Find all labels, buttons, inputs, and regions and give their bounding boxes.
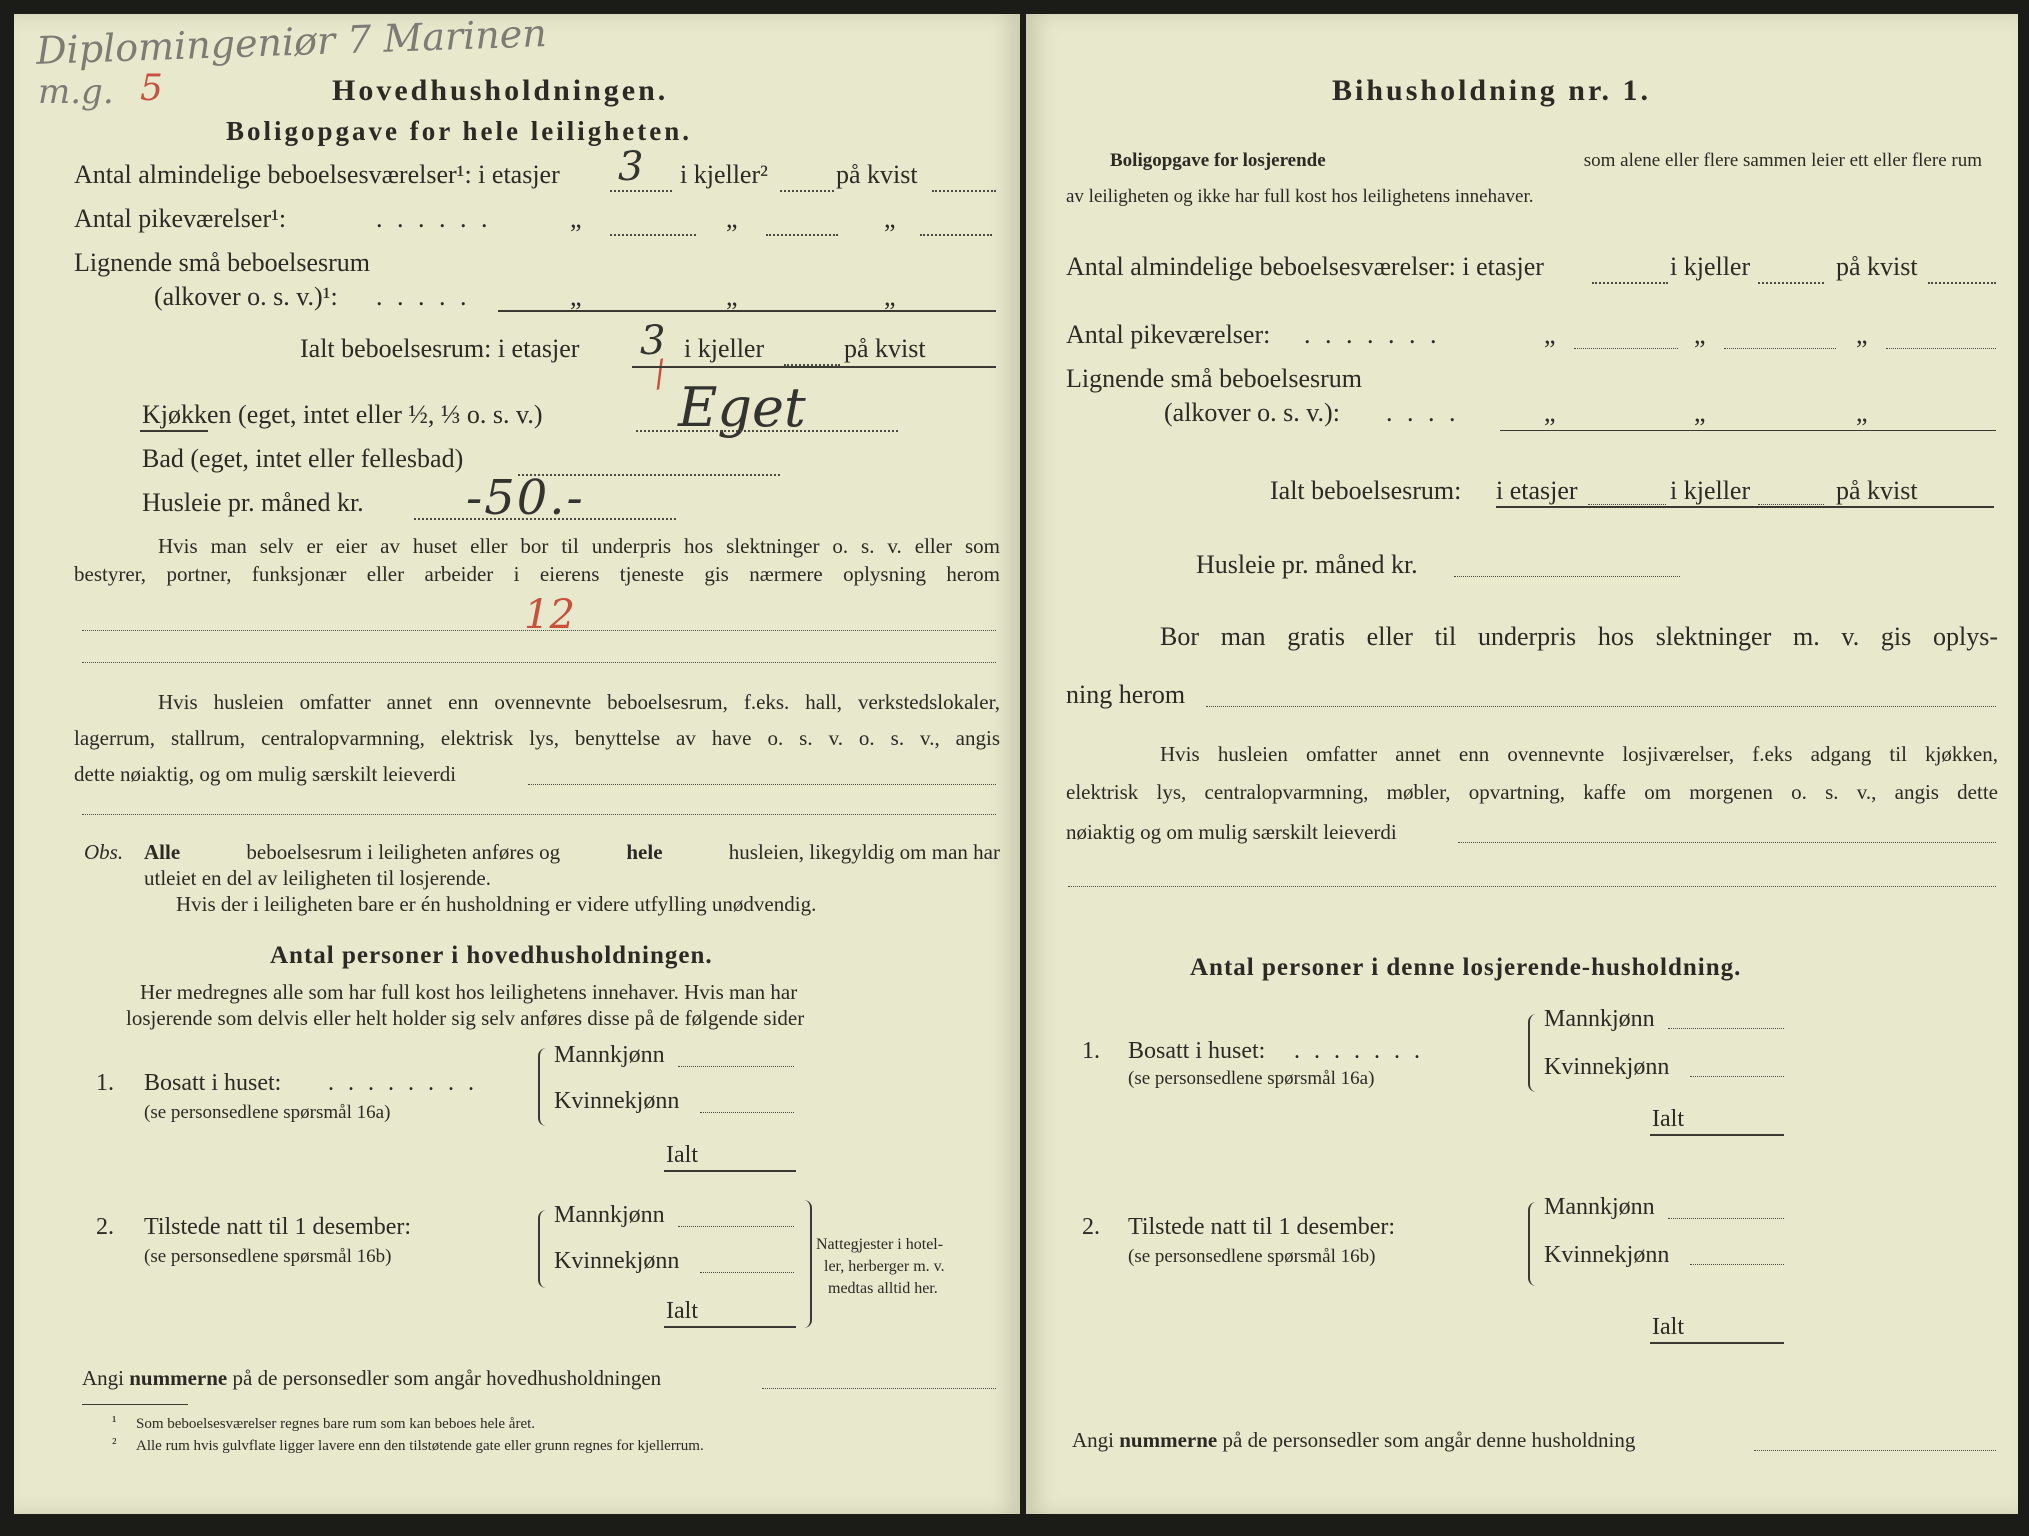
footnote-1-num: ¹	[112, 1414, 117, 1430]
nattegjester-2: ler, herberger m. v.	[824, 1258, 945, 1275]
r-alkover: (alkover o. s. v.):	[1164, 398, 1340, 427]
r-angi-pre: Angi	[1072, 1428, 1114, 1452]
persons-note-1: Her medregnes alle som har full kost hos leilighetens innehaver. Hvis man har	[140, 980, 798, 1004]
kitchen-label: Kjøkken (eget, intet eller ½, ⅓ o. s. v.)	[142, 400, 543, 429]
q2-brace	[538, 1210, 550, 1288]
small-rooms-label: Lignende små beboelsesrum	[74, 248, 371, 277]
q2-kvinne-label: Kvinnekjønn	[554, 1248, 680, 1274]
angi-line-fill	[762, 1388, 996, 1389]
r-gratis-2: ning herom	[1066, 680, 1186, 709]
r-rooms-kjeller-line	[1758, 282, 1824, 284]
intro-bold: Boligopgave for losjerende	[1110, 150, 1326, 171]
angi-post: på de personsedler som angår hovedhusholdningen	[232, 1366, 662, 1390]
r-pike-line-3	[1886, 348, 1996, 349]
kitchen-line	[636, 430, 898, 432]
r-pike-ditto-2: „	[1694, 320, 1706, 349]
footnote-1: Som beboelsesværelser regnes bare rum som kan beboes hele året.	[136, 1416, 536, 1432]
r-ialt-label: Ialt beboelsesrum:	[1270, 476, 1462, 505]
alkover-ditto-2: „	[726, 282, 738, 311]
rooms-kvist-label: på kvist	[836, 160, 918, 189]
left-page	[14, 11, 1020, 1514]
r-q1-kvinne: Kvinnekjønn	[1544, 1054, 1670, 1080]
intro-line-2: av leiligheten og ikke har full kost hos leilighetens innehaver.	[1066, 186, 1534, 207]
rooms-label: Antal almindelige beboelsesværelser¹: i etasjer	[74, 160, 560, 189]
main-title: Hovedhusholdningen.	[332, 74, 669, 107]
r-q1-number: 1.	[1082, 1038, 1100, 1064]
owner-text-1: Hvis man selv er eier av huset eller bor til underpris hos slektninger o. s. v. eller som	[158, 534, 1000, 558]
r-q2-kvinne: Kvinnekjønn	[1544, 1242, 1670, 1268]
q1-ialt-rule	[664, 1170, 796, 1172]
obs-line-1	[144, 840, 1000, 865]
ialt-rooms-label: Ialt beboelsesrum: i etasjer	[300, 334, 580, 363]
q2-number: 2.	[96, 1214, 114, 1240]
r-alkover-dots: . . . .	[1386, 398, 1460, 427]
r-angi-post: på de personsedler som angår denne husholdning	[1222, 1428, 1636, 1452]
includes-text-1: Hvis husleien omfatter annet enn ovennevnte beboelsesrum, f.eks. hall, verkstedslokaler,	[158, 690, 1000, 714]
nattegjester-brace	[800, 1200, 812, 1328]
intro-line-1	[1066, 150, 1982, 172]
r-pike-line-2	[1724, 348, 1836, 349]
q2-mann-line	[678, 1226, 794, 1227]
r-pike-label: Antal pikeværelser:	[1066, 320, 1271, 349]
includes-text-2: lagerrum, stallrum, centralopvarmning, elektrisk lys, benyttelse av have o. s. v. o. s. v., angis	[74, 726, 1000, 750]
pike-label: Antal pikeværelser¹:	[74, 204, 287, 233]
r-includes-line-1	[1458, 842, 1996, 843]
r-includes-line-2	[1068, 886, 1996, 887]
r-gratis-line	[1206, 706, 1996, 707]
persons-title: Antal personer i hovedhusholdningen.	[270, 942, 713, 969]
r-q2-kvinne-line	[1690, 1264, 1784, 1265]
r-alkover-ditto-3: „	[1856, 398, 1868, 427]
rooms-etasjer-line	[610, 190, 672, 192]
r-q1-brace	[1528, 1014, 1540, 1092]
pike-line-2	[766, 234, 838, 236]
alkover-ditto-3: „	[884, 282, 896, 311]
q1-sub: (se personsedlene spørsmål 16a)	[144, 1102, 391, 1123]
r-q1-ialt: Ialt	[1652, 1106, 1684, 1132]
ialt-rule	[632, 366, 996, 368]
q1-mann-line	[678, 1066, 794, 1067]
r-q2-label: Tilstede natt til 1 desember:	[1128, 1214, 1396, 1240]
r-q1-mann: Mannkjønn	[1544, 1006, 1655, 1032]
r-q2-ialt: Ialt	[1652, 1314, 1684, 1340]
main-subtitle: Boligopgave for hele leiligheten.	[226, 116, 692, 146]
right-page	[1026, 14, 2018, 1514]
rooms-etasjer-value: 3	[618, 144, 644, 190]
bath-label: Bad (eget, intet eller fellesbad)	[142, 444, 464, 473]
pike-dots: . . . . . .	[376, 204, 492, 233]
r-q1-label: Bosatt i huset:	[1128, 1038, 1266, 1064]
ialt-etasjer-value: 3	[640, 318, 666, 364]
r-alkover-rule	[1500, 430, 1996, 431]
footnote-2-num: ²	[112, 1436, 117, 1452]
marginalia-mg: m.g.	[38, 72, 114, 112]
r-pike-ditto-3: „	[1856, 320, 1868, 349]
obs-line-1b: husleien, likegyldig om man har	[728, 840, 1000, 864]
owner-line-1	[82, 630, 996, 631]
pike-ditto-1: „	[570, 204, 582, 233]
r-includes-1: Hvis husleien omfatter annet enn ovennevnte losjiværelser, f.eks adgang til kjøkken,	[1160, 742, 1998, 766]
obs-label: Obs.	[84, 840, 124, 864]
r-ialt-etasjer-line	[1588, 504, 1666, 505]
r-q2-ialt-rule	[1650, 1342, 1784, 1344]
persons-note-2: losjerende som delvis eller helt holder sig selv anføres disse på de følgende sider	[126, 1006, 805, 1030]
q1-brace	[538, 1048, 550, 1126]
includes-line-2	[82, 814, 996, 815]
r-includes-3: nøiaktig og om mulig særskilt leieverdi	[1066, 820, 1397, 844]
r-pike-line-1	[1574, 348, 1678, 349]
kitchen-underline	[140, 430, 208, 432]
r-q2-brace	[1528, 1202, 1540, 1286]
q2-label: Tilstede natt til 1 desember:	[144, 1214, 412, 1240]
r-ialt-kvist: på kvist	[1836, 476, 1918, 505]
r-includes-2: elektrisk lys, centralopvarmning, møbler, opvartning, kaffe om morgenen o. s. v., angis dette	[1066, 780, 1998, 804]
r-q2-mann: Mannkjønn	[1544, 1194, 1655, 1220]
r-ialt-kjeller-line	[1758, 504, 1824, 505]
r-q2-sub: (se personsedlene spørsmål 16b)	[1128, 1246, 1376, 1267]
r-rooms-kvist-line	[1928, 282, 1996, 284]
q2-ialt-label: Ialt	[666, 1298, 698, 1324]
pike-ditto-2: „	[726, 204, 738, 233]
kitchen-value: Eget	[678, 376, 806, 439]
intro-l1: som alene eller flere sammen leier ett eller flere rum	[1583, 150, 1982, 171]
r-angi-line	[1072, 1428, 1635, 1453]
alkover-label: (alkover o. s. v.)¹:	[154, 282, 338, 311]
r-q1-kvinne-line	[1690, 1076, 1784, 1077]
rent-line	[414, 518, 676, 520]
ialt-kvist-label: på kvist	[844, 334, 926, 363]
pike-line-1	[610, 234, 696, 236]
r-q2-number: 2.	[1082, 1214, 1100, 1240]
r-persons-title: Antal personer i denne losjerende-husholdning.	[1190, 954, 1742, 981]
pike-ditto-3: „	[884, 204, 896, 233]
alkover-dots: . . . . .	[376, 282, 471, 311]
q1-dots: . . . . . . . .	[328, 1070, 478, 1096]
rooms-kvist-line	[932, 190, 996, 192]
q1-kvinne-line	[700, 1112, 794, 1113]
r-rooms-kvist: på kvist	[1836, 252, 1918, 281]
marginalia-occupation: Diplomingeniør 7 Marinen	[35, 11, 548, 73]
owner-line-2	[82, 662, 996, 663]
q2-kvinne-line	[700, 1272, 794, 1273]
r-rooms-kjeller: i kjeller	[1670, 252, 1751, 281]
includes-text-3: dette nøiaktig, og om mulig særskilt leieverdi	[74, 762, 457, 786]
footnote-rule	[82, 1404, 188, 1405]
r-q1-mann-line	[1668, 1028, 1784, 1029]
r-alkover-ditto-2: „	[1694, 398, 1706, 427]
q1-kvinne-label: Kvinnekjønn	[554, 1088, 680, 1114]
r-pike-ditto-1: „	[1544, 320, 1556, 349]
includes-line-1	[528, 784, 996, 785]
angi-pre: Angi	[82, 1366, 124, 1390]
q1-number: 1.	[96, 1070, 114, 1096]
rooms-kjeller-label: i kjeller²	[680, 160, 768, 189]
r-pike-dots: . . . . . . .	[1304, 320, 1441, 349]
r-q1-sub: (se personsedlene spørsmål 16a)	[1128, 1068, 1375, 1089]
obs-alle: Alle	[144, 840, 181, 864]
q1-label: Bosatt i huset:	[144, 1070, 282, 1096]
q2-mann-label: Mannkjønn	[554, 1202, 665, 1228]
obs-line-3: Hvis der i leiligheten bare er én husholdning er videre utfylling unødvendig.	[176, 892, 817, 916]
r-small-rooms: Lignende små beboelsesrum	[1066, 364, 1363, 393]
r-rooms-etasjer-line	[1592, 282, 1668, 284]
ialt-kjeller-label: i kjeller	[684, 334, 765, 363]
nattegjester-3: medtas alltid her.	[828, 1280, 938, 1297]
angi-line	[82, 1366, 661, 1391]
r-q1-ialt-rule	[1650, 1134, 1784, 1136]
obs-line-2: utleiet en del av leiligheten til losjerende.	[144, 866, 491, 890]
r-ialt-etasjer: i etasjer	[1496, 476, 1578, 505]
nattegjester-1: Nattegjester i hotel-	[816, 1236, 944, 1253]
q2-ialt-rule	[664, 1326, 796, 1328]
marginalia-number: 5	[140, 68, 163, 109]
angi-bold: nummerne	[129, 1366, 228, 1390]
r-angi-fill	[1754, 1450, 1996, 1451]
r-gratis-1: Bor man gratis eller til underpris hos slektninger m. v. gis oplys-	[1160, 622, 1998, 651]
obs-line-1a: beboelsesrum i leiligheten anføres og	[246, 840, 561, 864]
pike-line-3	[920, 234, 992, 236]
owner-text-2: bestyrer, portner, funksjonær eller arbeider i eierens tjeneste gis nærmere oplysning herom	[74, 562, 1000, 586]
q1-mann-label: Mannkjønn	[554, 1042, 665, 1068]
rent-label: Husleie pr. måned kr.	[142, 488, 364, 517]
q2-sub: (se personsedlene spørsmål 16b)	[144, 1246, 392, 1267]
r-rent-label: Husleie pr. måned kr.	[1196, 550, 1418, 579]
r-angi-bold: nummerne	[1119, 1428, 1218, 1452]
r-ialt-rule	[1496, 506, 1994, 508]
bihus-title: Bihusholdning nr. 1.	[1332, 74, 1652, 107]
ialt-red-check: /	[647, 353, 672, 395]
r-rent-line	[1454, 576, 1680, 577]
rooms-kjeller-line	[780, 190, 834, 192]
r-ialt-kjeller: i kjeller	[1670, 476, 1751, 505]
alkover-ditto-1: „	[570, 282, 582, 311]
rent-value: -50.-	[466, 470, 585, 526]
obs-hele: hele	[626, 840, 663, 864]
r-q1-dots: . . . . . . .	[1294, 1038, 1424, 1064]
r-rooms-label: Antal almindelige beboelsesværelser: i etasjer	[1066, 252, 1544, 281]
r-alkover-ditto-1: „	[1544, 398, 1556, 427]
footnote-2: Alle rum hvis gulvflate ligger lavere enn den tilstøtende gate eller grunn regnes for kjellerrum.	[136, 1438, 704, 1454]
red-annotation: 12	[524, 592, 575, 638]
r-q2-mann-line	[1668, 1218, 1784, 1219]
q1-ialt-label: Ialt	[666, 1142, 698, 1168]
